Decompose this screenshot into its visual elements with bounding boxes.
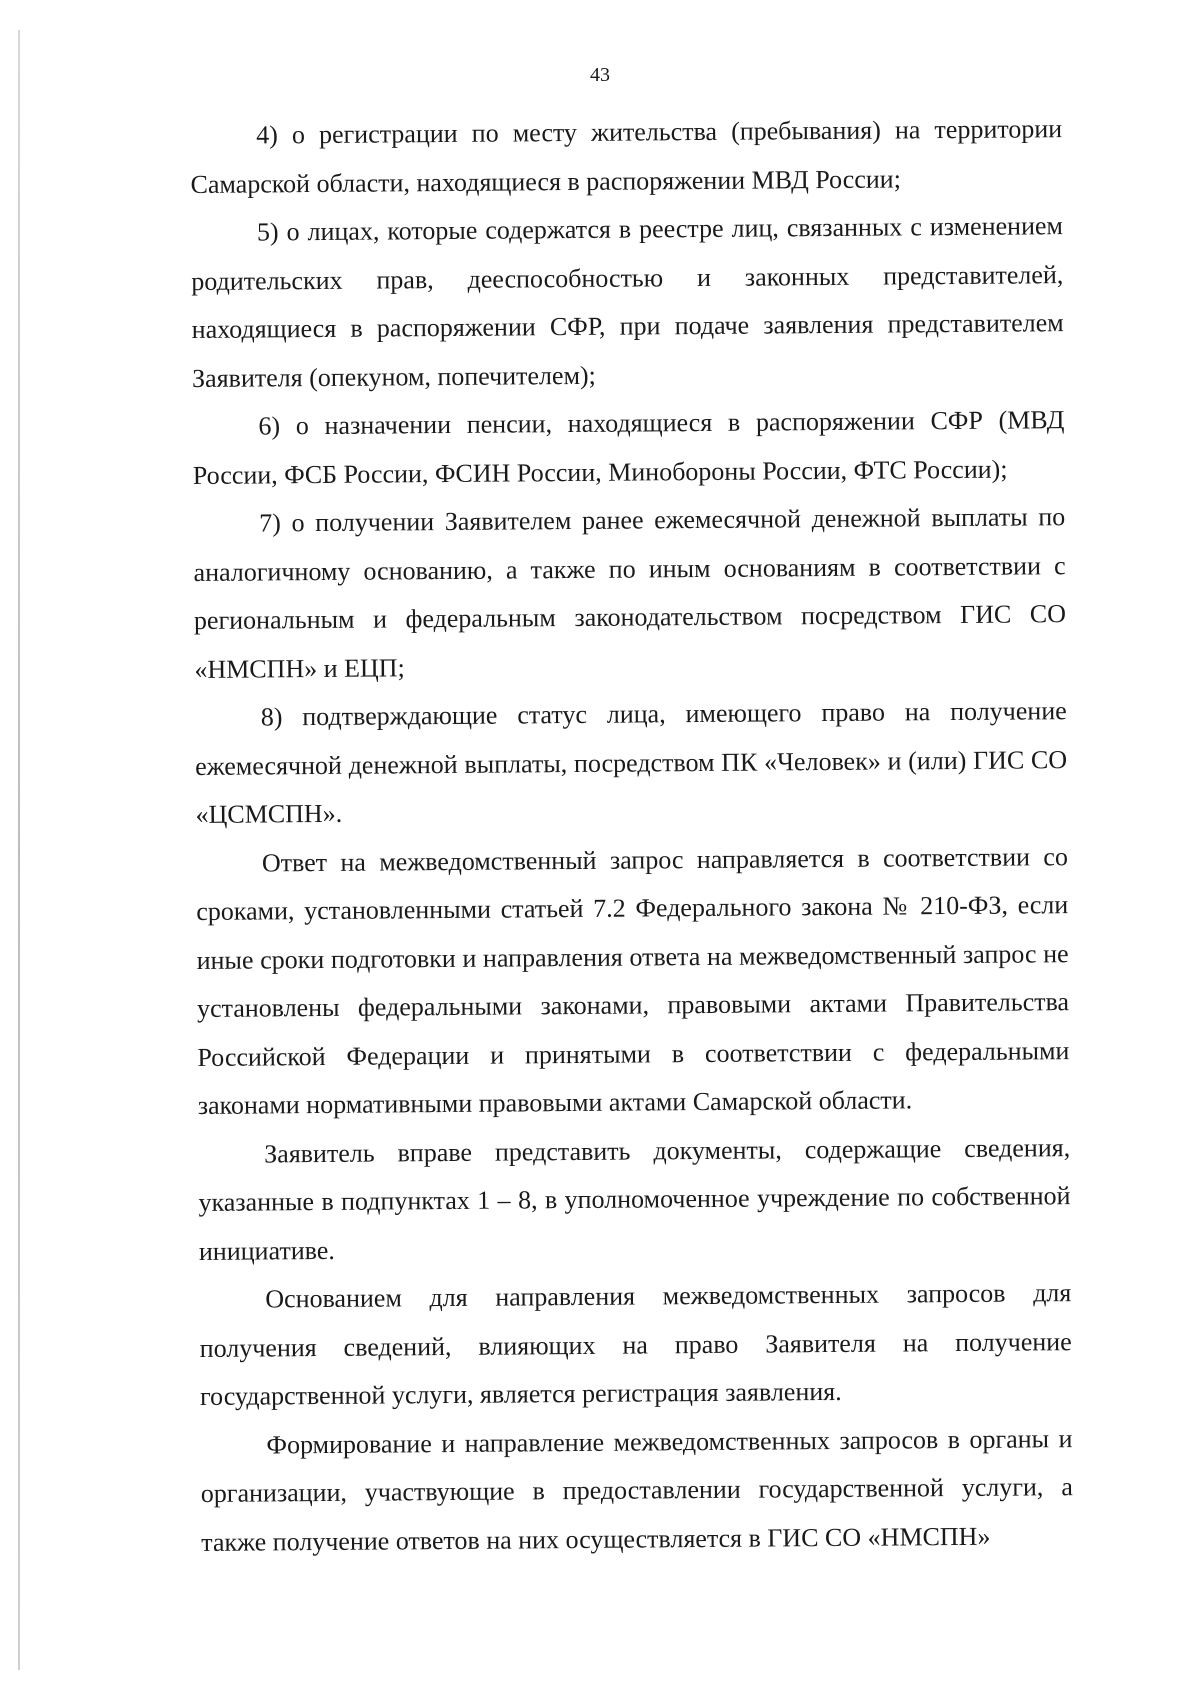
page-number: 43 (590, 64, 610, 86)
paragraph-item-4: 4) о регистрации по месту жительства (пребывания) на территории Самарской области, находящиеся в распоряжении МВД России; (190, 114, 1063, 199)
paragraph-response-deadline: Ответ на межведомственный запрос направляется в соответствии со сроками, установленными статьей 7.2 Федерального закона № 210-ФЗ, если иные сроки подготовки и направления ответа на межведомственный запрос не установлены федеральными законами, правовыми актами Правительства Российской Федерации и принятыми в соответствии с федеральными законами нормативными правовыми актами Самарской области. (196, 841, 1070, 1120)
scan-edge-line (18, 30, 20, 1670)
paragraph-request-basis: Основанием для направления межведомственных запросов для получения сведений, влияющих на право Заявителя на получение государственной услуги, является регистрация заявления. (199, 1278, 1072, 1411)
paragraph-applicant-right: Заявитель вправе представить документы, содержащие сведения, указанные в подпунктах 1 – 8, в уполномоченное учреждение по собственной инициативе. (198, 1132, 1071, 1266)
paragraph-item-7: 7) о получении Заявителем ранее ежемесячной денежной выплаты по аналогичному основанию, а также по иным основаниям в соответствии с региональным и федеральным законодательством посредством ГИС СО «НМСПН» и ЕЦП; (193, 502, 1067, 684)
paragraph-item-8: 8) подтверждающие статус лица, имеющего право на получение ежемесячной денежной выплаты, посредством ПК «Человек» и (или) ГИС СО «ЦСМСПН». (195, 696, 1068, 829)
paragraph-item-5: 5) о лицах, которые содержатся в реестре лиц, связанных с изменением родительских прав, дееспособностью и законных представителей, находящиеся в распоряжении СФР, при подаче заявления представителем Заявителя (опекуном, попечителем); (191, 211, 1064, 393)
paragraph-request-formation: Формирование и направление межведомственных запросов в органы и организации, участвующие в предоставлении государственной услуги, а также получение ответов на них осуществляется в ГИС СО «НМСПН» (200, 1423, 1073, 1557)
document-body (190, 105, 1073, 1567)
paragraph-item-6: 6) о назначении пенсии, находящиеся в распоряжении СФР (МВД России, ФСБ России, ФСИН России, Минобороны России, ФТС России); (192, 405, 1065, 490)
